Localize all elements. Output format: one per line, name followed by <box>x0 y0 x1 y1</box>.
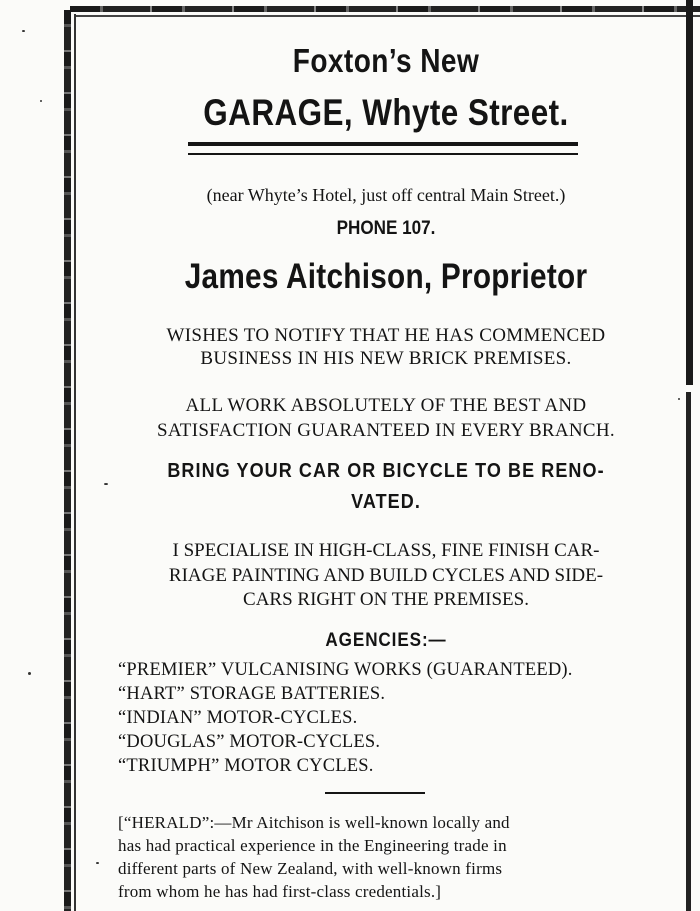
agency-item: “HART” STORAGE BATTERIES. <box>118 684 386 704</box>
herald-line-2: has had practical experience in the Engineering trade in <box>118 836 507 855</box>
top-border-thin <box>76 15 700 17</box>
specialise-line-3: CARS RIGHT ON THE PREMISES. <box>243 589 529 610</box>
print-speck <box>22 30 25 32</box>
left-border-thin <box>74 14 76 911</box>
double-rule-thin <box>188 153 578 155</box>
herald-line-3: different parts of New Zealand, with well-known firms <box>118 859 503 878</box>
herald-line-1: [“HERALD”:—Mr Aitchison is well-known locally and <box>118 813 510 832</box>
agency-item: “PREMIER” VULCANISING WORKS (GUARANTEED). <box>118 660 573 680</box>
double-rule-thick <box>188 142 578 146</box>
right-border <box>686 0 693 385</box>
notice-line-1: WISHES TO NOTIFY THAT HE HAS COMMENCED <box>166 325 606 346</box>
specialise-line-2: RIAGE PAINTING AND BUILD CYCLES AND SIDE- <box>168 565 604 586</box>
headline-line-1: Foxton’s New <box>292 42 480 79</box>
print-speck <box>40 100 42 102</box>
location-note: (near Whyte’s Hotel, just off central Main Street.) <box>206 185 566 205</box>
section-divider <box>325 792 425 794</box>
agency-item: “TRIUMPH” MOTOR CYCLES. <box>118 756 374 776</box>
bring-line-2: VATED. <box>351 491 421 513</box>
proprietor-name: James Aitchison, Proprietor <box>184 257 588 296</box>
print-speck <box>678 398 680 400</box>
agency-item: “INDIAN” MOTOR-CYCLES. <box>118 708 358 728</box>
left-border <box>64 10 71 911</box>
quality-line-1: ALL WORK ABSOLUTELY OF THE BEST AND <box>185 395 587 416</box>
top-border <box>70 6 700 12</box>
herald-line-4: from whom he has had first-class credentials.] <box>118 882 442 901</box>
print-speck <box>104 483 108 485</box>
notice-line-2: BUSINESS IN HIS NEW BRICK PREMISES. <box>200 348 572 369</box>
specialise-line-1: I SPECIALISE IN HIGH-CLASS, FINE FINISH CAR- <box>172 540 600 561</box>
quality-line-2: SATISFACTION GUARANTEED IN EVERY BRANCH. <box>157 420 615 441</box>
headline-line-2: GARAGE, Whyte Street. <box>203 92 569 133</box>
phone-number: PHONE 107. <box>336 218 436 239</box>
right-border-lower <box>686 392 691 911</box>
bring-line-1: BRING YOUR CAR OR BICYCLE TO BE RENO- <box>167 460 605 482</box>
print-speck <box>96 862 99 864</box>
agency-item: “DOUGLAS” MOTOR-CYCLES. <box>118 732 381 752</box>
agencies-heading: AGENCIES:— <box>325 630 447 651</box>
print-speck <box>28 672 31 675</box>
